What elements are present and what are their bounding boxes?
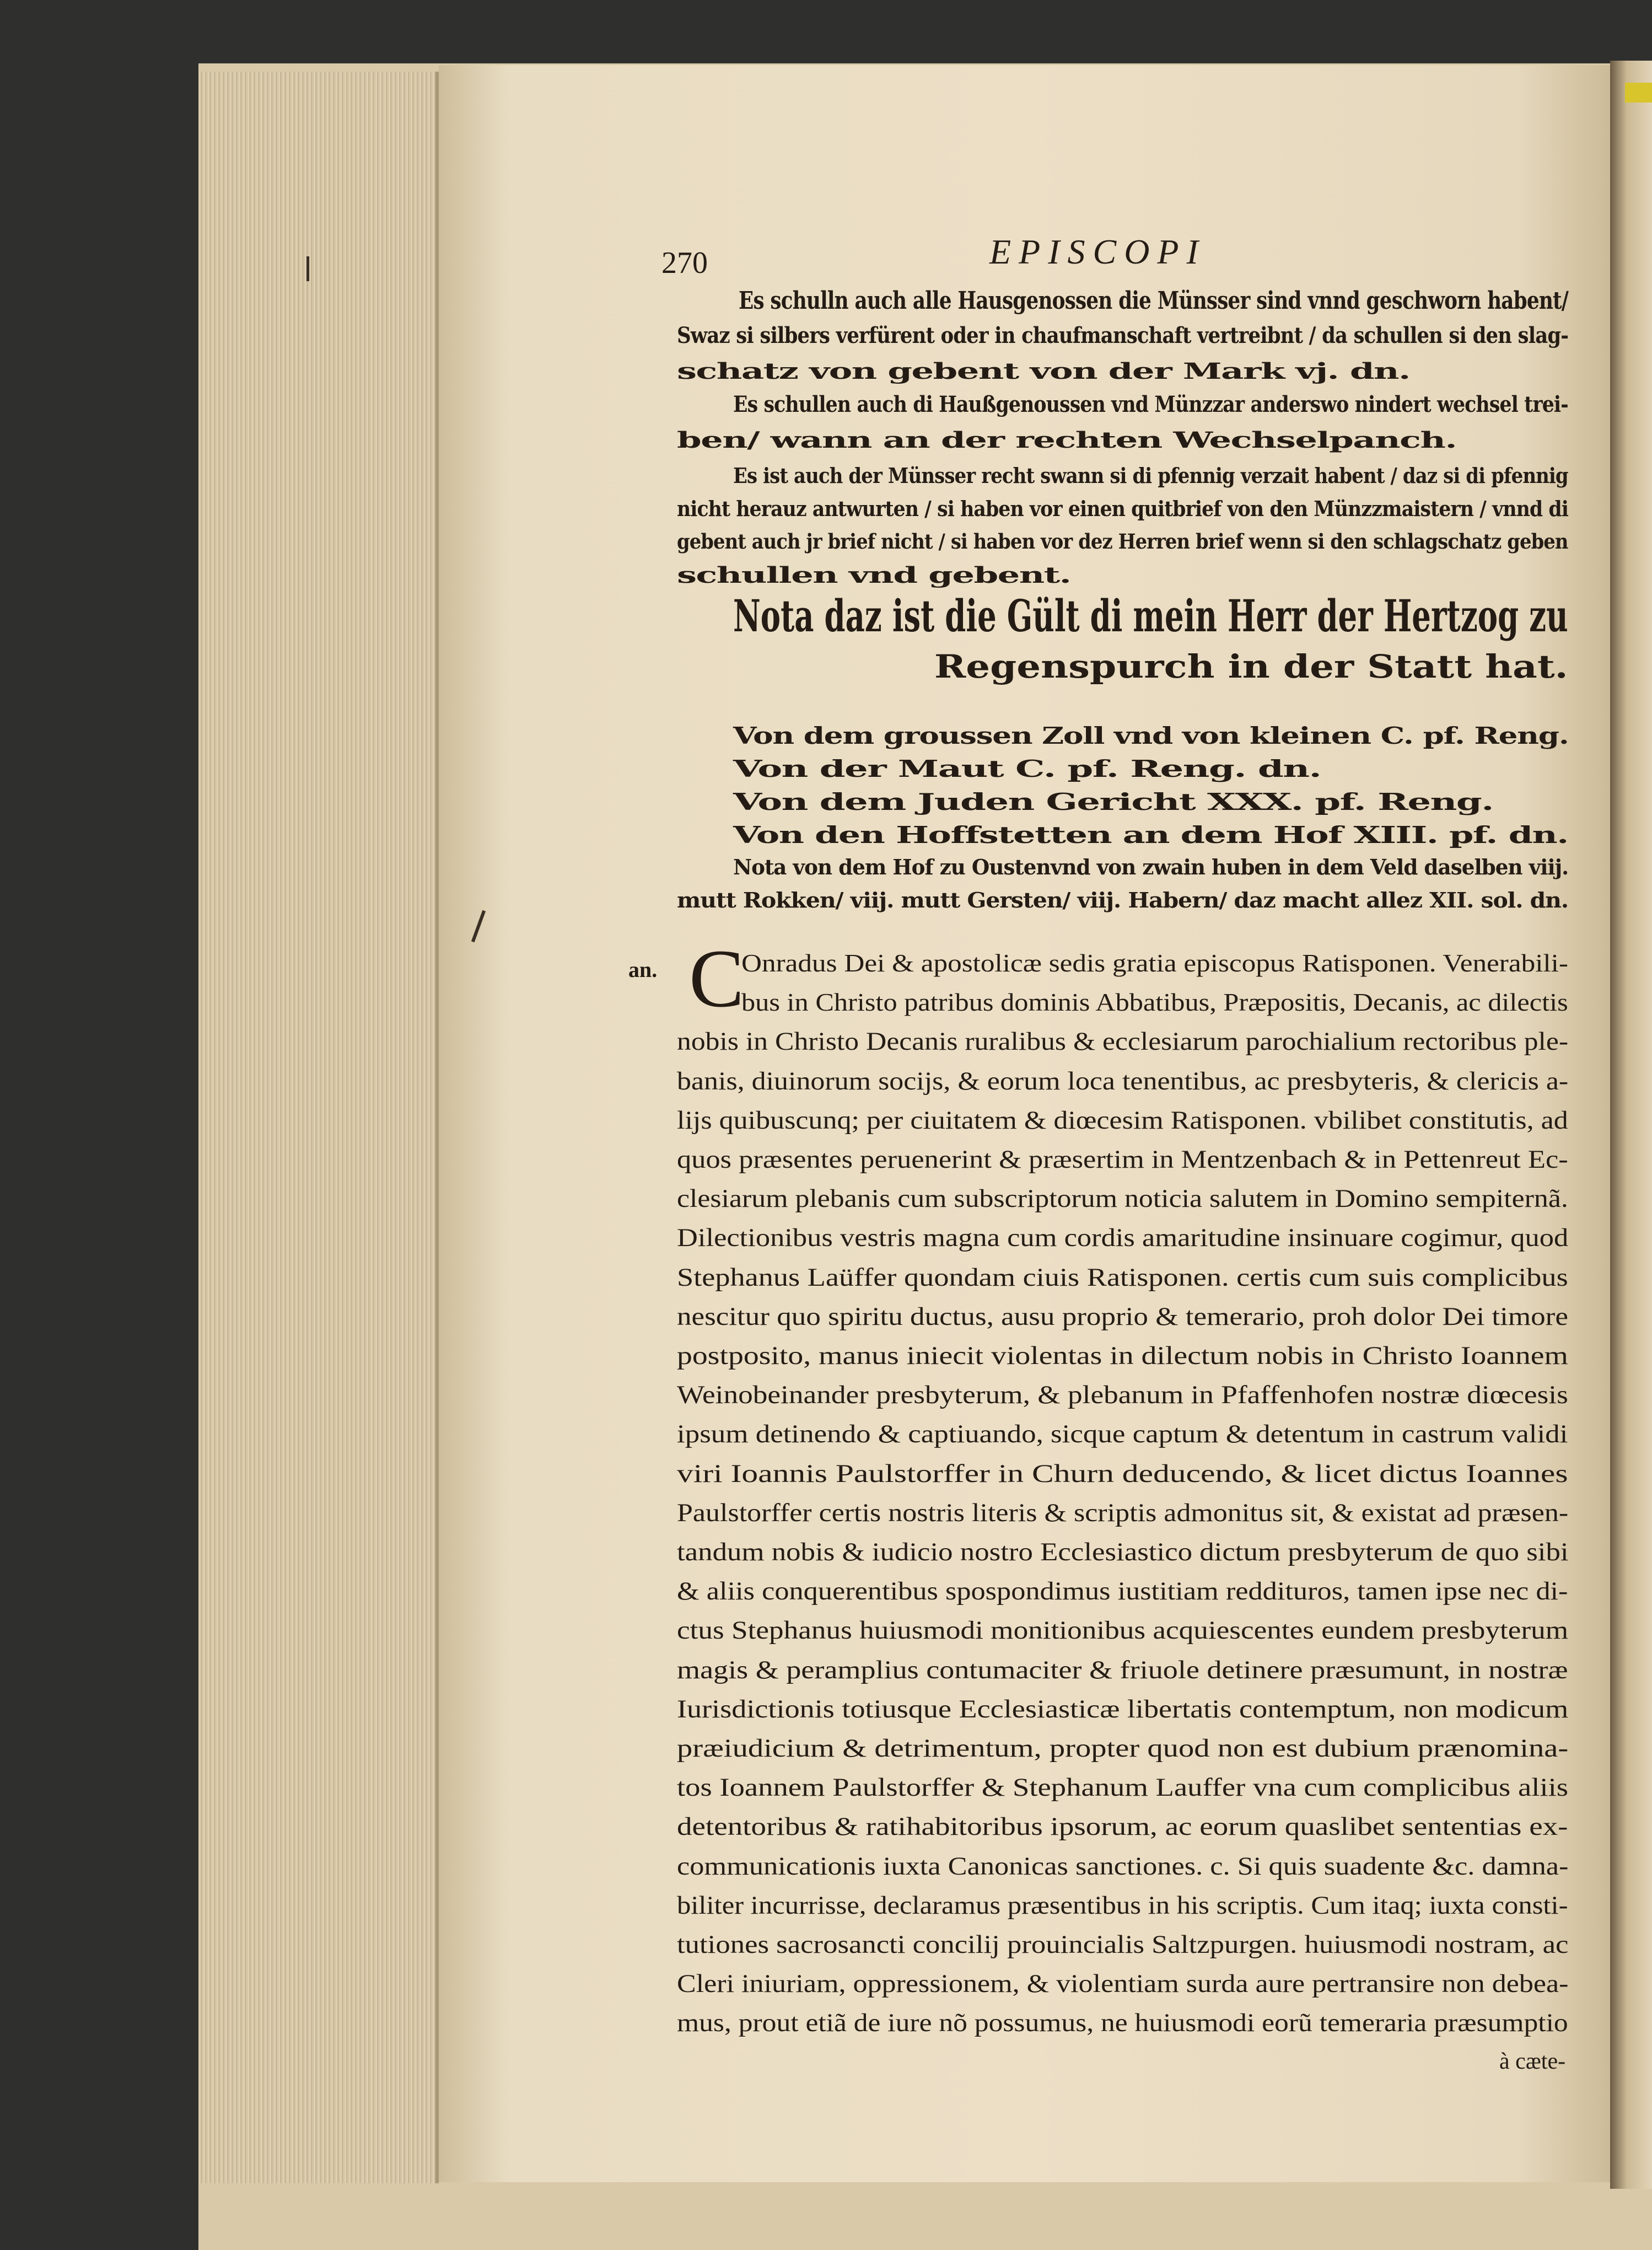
- german-line: ben/ wann an der rechten Wechselpanch.: [677, 427, 1457, 453]
- german-line: Es schullen auch di Haußgenoussen vnd Münzzar anderswo nindert wechsel trei-: [733, 391, 1568, 417]
- german-line: gebent auch jr brief nicht / si haben vor dez Herren brief wenn si den schlagschatz geben: [677, 529, 1568, 554]
- margin-tick: [306, 256, 309, 281]
- latin-line: Weinobeinander presbyterum, & plebanum in Pfaffenhofen nostræ diœcesis: [677, 1381, 1568, 1409]
- german-line: schullen vnd gebent.: [677, 562, 1071, 588]
- page-number: 270: [661, 246, 708, 280]
- latin-line: ctus Stephanus huiusmodi monitionibus acquiescentes eundem presbyterum: [677, 1616, 1569, 1645]
- list-item: Von dem groussen Zoll vnd von kleinen C. pf. Reng.: [733, 722, 1569, 749]
- section-heading-line2: Regenspurch in der Statt hat.: [934, 648, 1568, 685]
- latin-line: nobis in Christo Decanis ruralibus & ecclesiarum parochialium rectoribus ple-: [677, 1027, 1569, 1056]
- catchword: à cæte-: [1499, 2049, 1566, 2074]
- latin-line: mus, prout etiã de iure nõ possumus, ne huiusmodi eorũ temeraria præsumptio: [677, 2009, 1568, 2037]
- list-item: Von den Hoffstetten an dem Hof XIII. pf. dn.: [733, 821, 1568, 849]
- latin-line: Iurisdictionis totiusque Ecclesiasticæ libertatis contemptum, non modicum: [677, 1695, 1569, 1723]
- latin-line: Cleri iniuriam, oppressionem, & violentiam surda aure pertransire non debea-: [677, 1969, 1569, 1998]
- running-title: EPISCOPI: [989, 232, 1206, 271]
- latin-line: Paulstorffer certis nostris literis & scriptis admonitus sit, & existat ad præsen-: [677, 1499, 1569, 1527]
- latin-line: ipsum detinendo & captiuando, sicque captum & detentum in castrum validi: [677, 1420, 1568, 1448]
- list-item: Von der Maut C. pf. Reng. dn.: [733, 755, 1321, 782]
- latin-line: tutiones sacrosancti concilij prouincialis Saltzpurgen. huiusmodi nostram, ac: [677, 1930, 1569, 1959]
- page-edges: [198, 72, 439, 2183]
- latin-line: præiudicium & detrimentum, propter quod non est dubium prænomina-: [677, 1734, 1569, 1763]
- german-line: Es ist auch der Münsser recht swann si di pfennig verzait habent / daz si di pfennig: [733, 463, 1568, 488]
- latin-line: Dilectionibus vestris magna cum cordis amaritudine insinuare cogimur, quod: [677, 1223, 1569, 1252]
- list-item: Nota von dem Hof zu Oustenvnd von zwain huben in dem Veld daselben viij.: [733, 855, 1569, 879]
- german-line: Swaz si silbers verfürent oder in chaufmanschaft vertreibnt / da schullen si den slag-: [677, 323, 1569, 348]
- latin-line: quos præsentes peruenerint & præsertim in Mentzenbach & in Pettenreut Ec-: [677, 1145, 1568, 1174]
- list-item: mutt Rokken/ viij. mutt Gersten/ viij. Habern/ daz macht allez XII. sol. dn.: [677, 888, 1569, 912]
- latin-line: clesiarum plebanis cum subscriptorum noticia salutem in Domino sempiternã.: [677, 1184, 1568, 1213]
- latin-line: lijs quibuscunq; per ciuitatem & diœcesim Ratisponen. vbilibet constitutis, ad: [677, 1106, 1568, 1135]
- tape-strip: [1625, 83, 1652, 103]
- german-line: nicht herauz antwurten / si haben vor einen quitbrief von den Münzzmaistern / vnnd di: [677, 496, 1569, 521]
- latin-line: tos Ioannem Paulstorffer & Stephanum Lauffer vna cum complicibus aliis: [677, 1773, 1569, 1802]
- latin-line: Stephanus Laüffer quondam ciuis Ratisponen. certis cum suis complicibus: [677, 1263, 1568, 1292]
- latin-line: nescitur quo spiritu ductus, ausu proprio & temerario, proh dolor Dei timore: [677, 1302, 1568, 1331]
- marginal-note: an.: [628, 957, 658, 982]
- latin-line: banis, diuinorum socijs, & eorum loca tenentibus, ac presbyteris, & clericis a-: [677, 1067, 1569, 1096]
- gutter: [1610, 61, 1652, 2189]
- latin-line: Onradus Dei & apostolicæ sedis gratia episcopus Ratisponen. Venerabili-: [741, 949, 1568, 977]
- german-line: Es schulln auch alle Hausgenossen die Münsser sind vnnd geschworn habent/: [739, 287, 1568, 315]
- list-item: Von dem Juden Gericht XXX. pf. Reng.: [733, 788, 1493, 815]
- latin-line: biliter incurrisse, declaramus præsentibus in his scriptis. Cum itaq; iuxta consti-: [677, 1891, 1568, 1920]
- german-line: schatz von gebent von der Mark vj. dn.: [677, 358, 1410, 384]
- section-heading-line1: Nota daz ist die Gült di mein Herr der Hertzog zu: [733, 590, 1568, 642]
- latin-line: bus in Christo patribus dominis Abbatibus, Præpositis, Decanis, ac dilectis: [741, 988, 1568, 1016]
- latin-line: communicationis iuxta Canonicas sanctiones. c. Si quis suadente &c. damna-: [677, 1852, 1569, 1881]
- latin-line: detentoribus & ratihabitoribus ipsorum, ac eorum quaslibet sententias ex-: [677, 1812, 1568, 1841]
- latin-line: tandum nobis & iudicio nostro Ecclesiastico dictum presbyterum de quo sibi: [677, 1538, 1569, 1566]
- latin-line: viri Ioannis Paulstorffer in Churn deducendo, & licet dictus Ioannes: [677, 1459, 1568, 1488]
- latin-line: postposito, manus iniecit violentas in dilectum nobis in Christo Ioannem: [677, 1341, 1568, 1370]
- latin-line: magis & peramplius contumaciter & friuole detinere præsumunt, in nostræ: [677, 1656, 1568, 1684]
- latin-line: & aliis conquerentibus spospondimus iustitiam reddituros, tamen ipse nec di-: [677, 1577, 1568, 1605]
- initial-letter: C: [689, 933, 745, 1024]
